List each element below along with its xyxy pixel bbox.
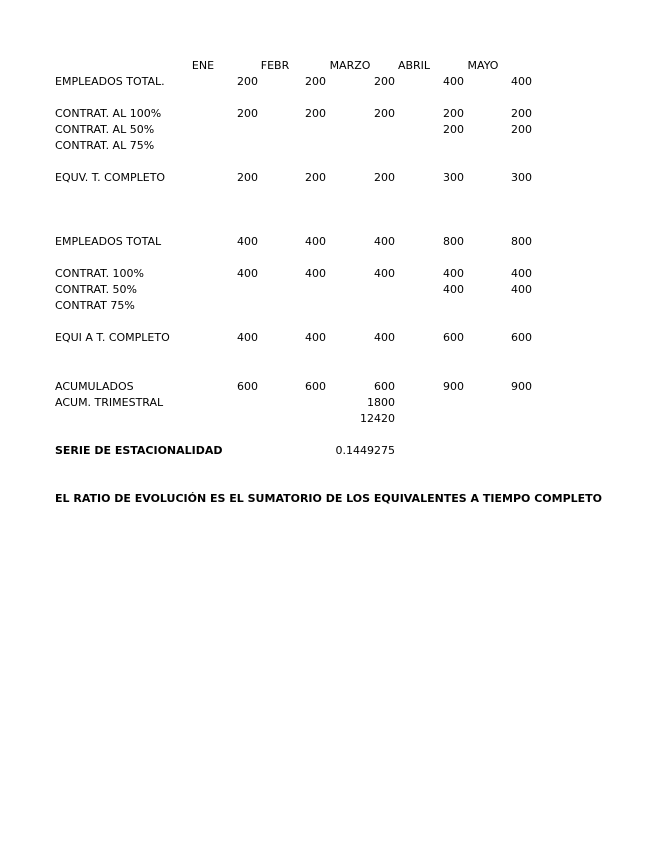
row-value-mayo: 800 — [511, 235, 532, 248]
row-value-marzo: 200 — [374, 75, 395, 88]
row-label: EQUV. T. COMPLETO — [55, 171, 166, 184]
row-label: ACUM. TRIMESTRAL — [55, 396, 164, 409]
row-value-marzo: 12420 — [360, 412, 395, 425]
row-value-febr: 600 — [305, 380, 326, 393]
row-value-abril: 800 — [443, 235, 464, 248]
row-value-ene: 400 — [237, 267, 258, 280]
row-value-marzo: 200 — [374, 107, 395, 120]
row-label: EMPLEADOS TOTAL — [55, 235, 162, 248]
row-value-ene: 200 — [237, 107, 258, 120]
row-value-marzo: 200 — [374, 171, 395, 184]
row-value-mayo: 400 — [511, 75, 532, 88]
serie-value: 0.1449275 — [335, 444, 395, 457]
ratio-note: EL RATIO DE EVOLUCIÓN ES EL SUMATORIO DE LOS EQUIVALENTES A TIEMPO COMPLETO — [55, 492, 603, 505]
row-label: CONTRAT. AL 100% — [55, 107, 162, 120]
month-header-febr: FEBR — [260, 59, 290, 72]
row-value-mayo: 600 — [511, 331, 532, 344]
row-value-febr: 200 — [305, 107, 326, 120]
row-value-abril: 900 — [443, 380, 464, 393]
month-header-marzo: MARZO — [329, 59, 371, 72]
month-header-abril: ABRIL — [397, 59, 431, 72]
row-value-febr: 400 — [305, 267, 326, 280]
row-value-mayo: 200 — [511, 107, 532, 120]
row-value-ene: 200 — [237, 75, 258, 88]
row-value-mayo: 200 — [511, 123, 532, 136]
month-header-ene: ENE — [191, 59, 215, 72]
row-value-ene: 400 — [237, 235, 258, 248]
row-value-abril: 400 — [443, 75, 464, 88]
row-value-febr: 400 — [305, 235, 326, 248]
row-value-abril: 600 — [443, 331, 464, 344]
row-label: EQUI A T. COMPLETO — [55, 331, 170, 344]
row-value-mayo: 400 — [511, 283, 532, 296]
row-value-ene: 400 — [237, 331, 258, 344]
row-label: CONTRAT. AL 75% — [55, 139, 155, 152]
row-value-marzo: 400 — [374, 331, 395, 344]
serie-label: SERIE DE ESTACIONALIDAD — [55, 444, 223, 457]
month-header-mayo: MAYO — [467, 59, 499, 72]
row-label: CONTRAT. 100% — [55, 267, 145, 280]
row-value-febr: 200 — [305, 171, 326, 184]
row-label: CONTRAT. 50% — [55, 283, 138, 296]
row-label: CONTRAT 75% — [55, 299, 135, 312]
row-value-marzo: 400 — [374, 267, 395, 280]
row-label: EMPLEADOS TOTAL. — [55, 75, 165, 88]
row-label: CONTRAT. AL 50% — [55, 123, 155, 136]
row-value-abril: 300 — [443, 171, 464, 184]
row-value-abril: 200 — [443, 107, 464, 120]
row-label: ACUMULADOS — [55, 380, 134, 393]
row-value-ene: 600 — [237, 380, 258, 393]
row-value-marzo: 400 — [374, 235, 395, 248]
row-value-abril: 400 — [443, 267, 464, 280]
row-value-marzo: 1800 — [367, 396, 395, 409]
row-value-mayo: 400 — [511, 267, 532, 280]
row-value-mayo: 300 — [511, 171, 532, 184]
row-value-ene: 200 — [237, 171, 258, 184]
row-value-abril: 400 — [443, 283, 464, 296]
row-value-mayo: 900 — [511, 380, 532, 393]
row-value-marzo: 600 — [374, 380, 395, 393]
row-value-febr: 400 — [305, 331, 326, 344]
row-value-febr: 200 — [305, 75, 326, 88]
row-value-abril: 200 — [443, 123, 464, 136]
